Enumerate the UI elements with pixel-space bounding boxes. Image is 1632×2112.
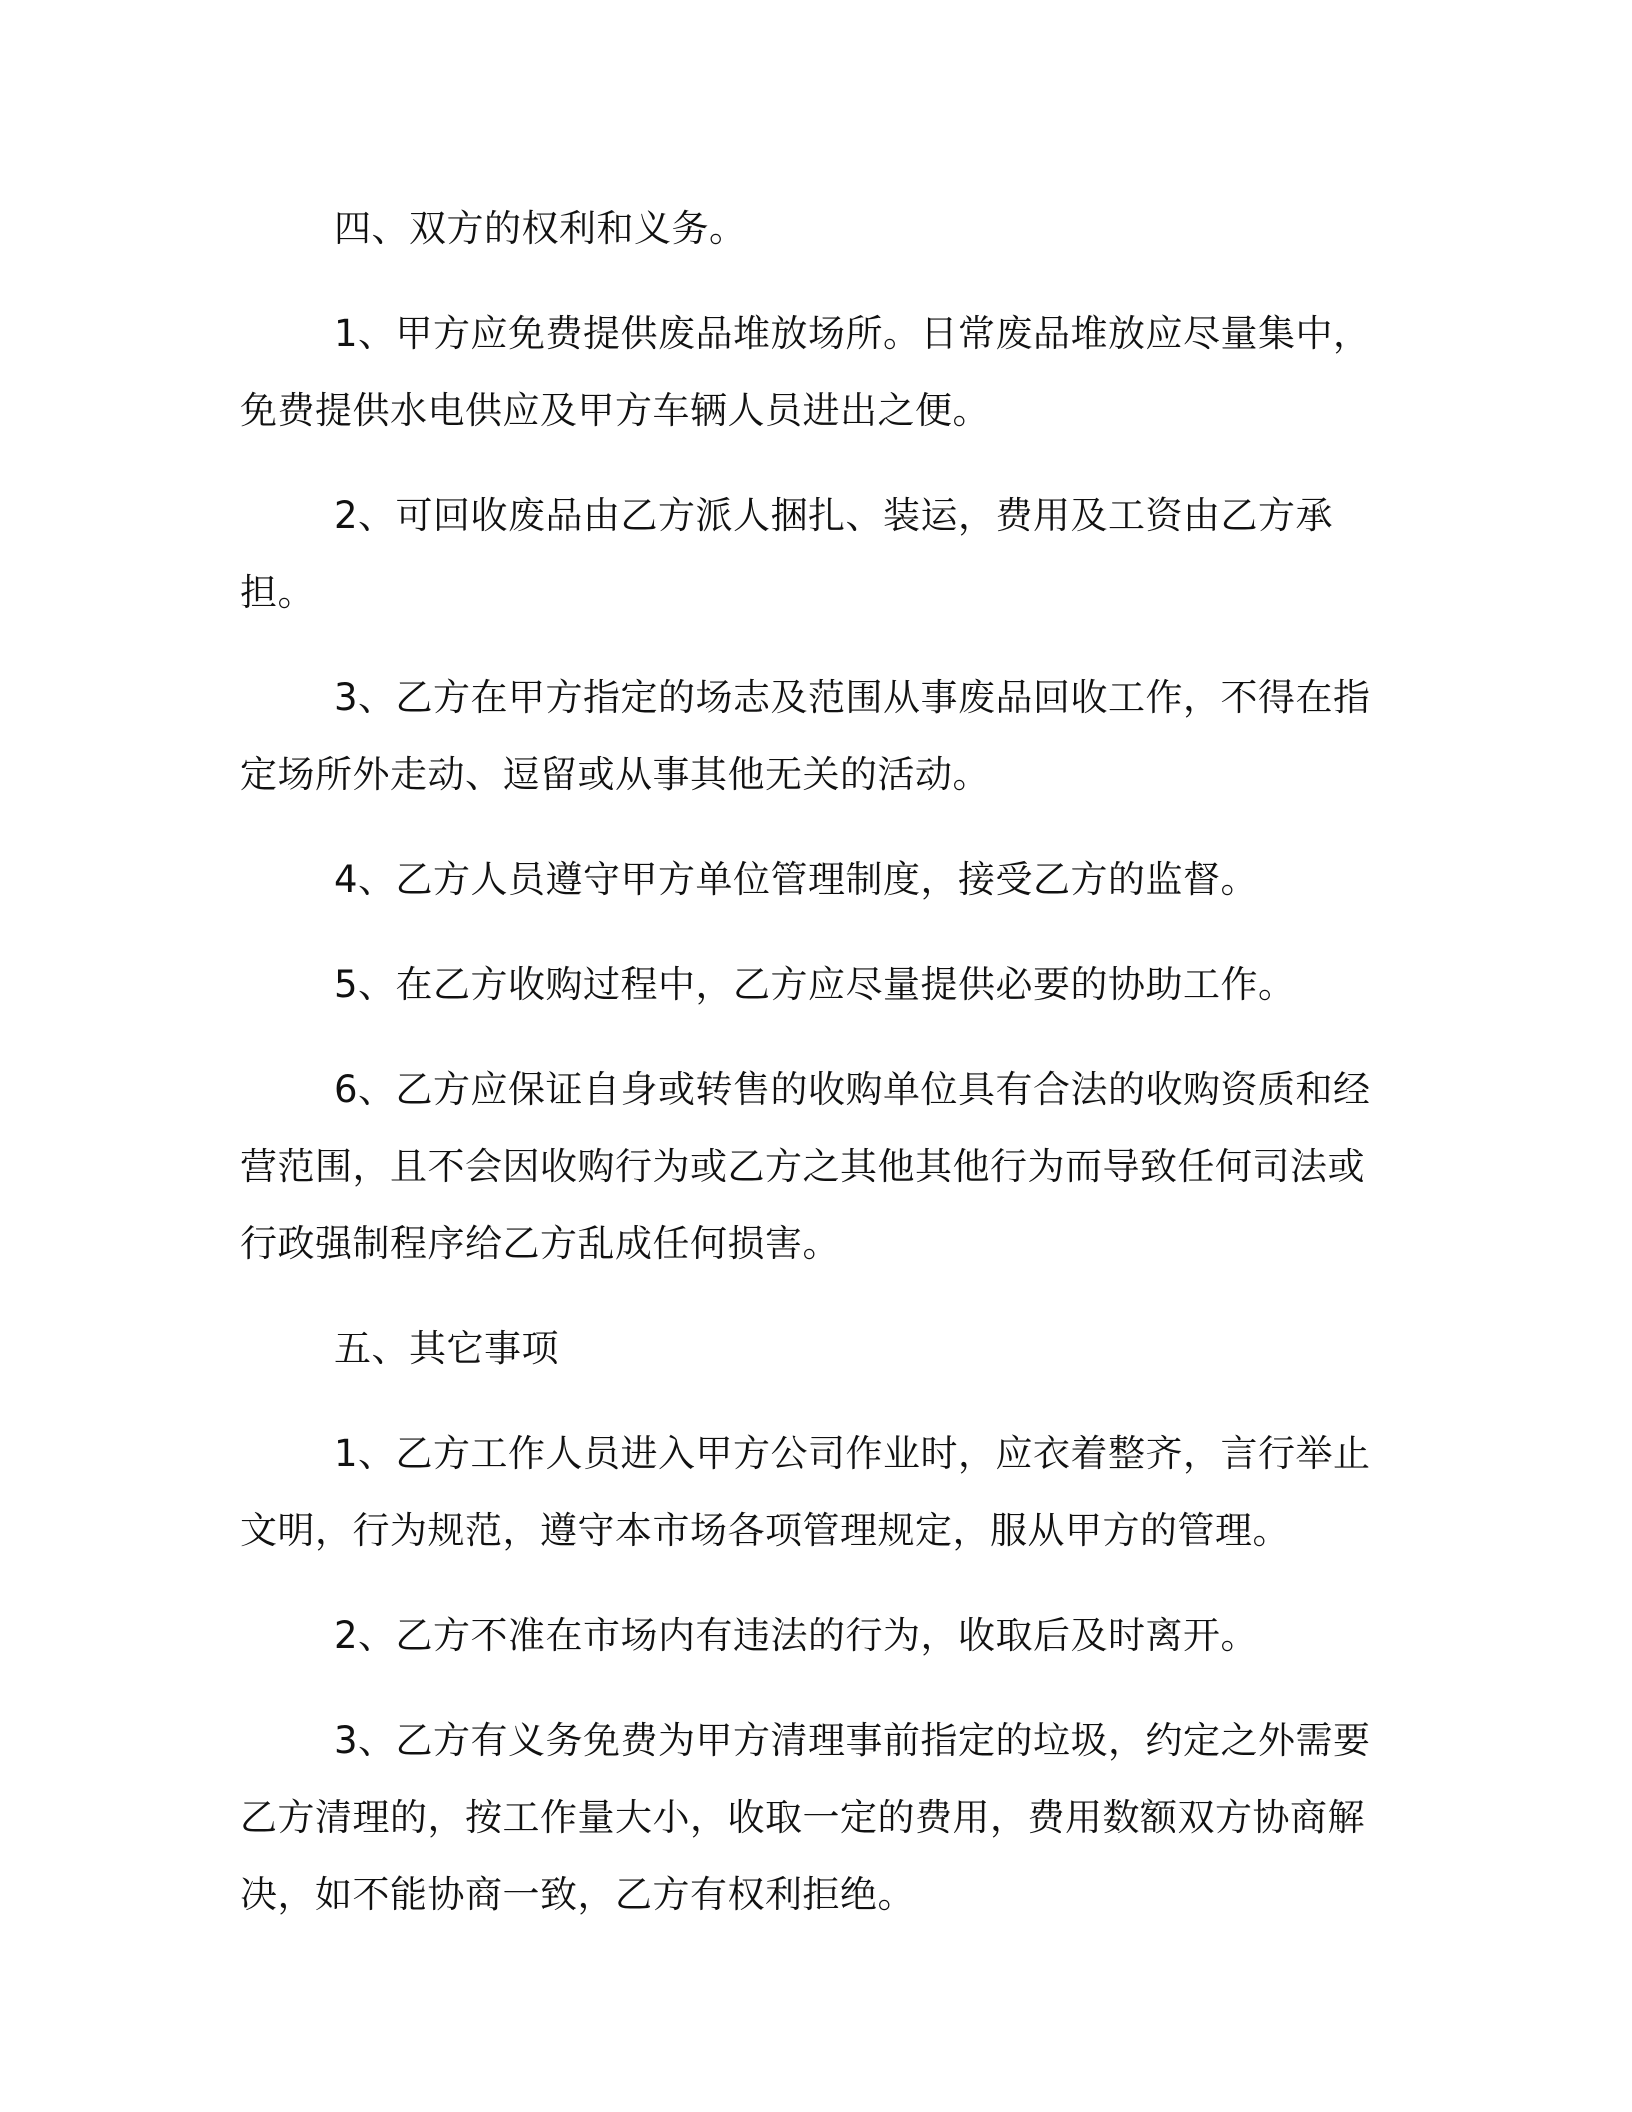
clause-5-2: 2、乙方不准在市场内有违法的行为，收取后及时离开。 <box>334 1614 1259 1657</box>
section-heading-other-matters: 五、其它事项 <box>334 1327 559 1370</box>
paragraph-gap <box>240 1282 1390 1310</box>
clause-5-3: 3、乙方有义务免费为甲方清理事前指定的垃圾，约定之外需要乙方清理的，按工作量大小，收取一定的费用，费用数额双方协商解决，如不能协商一致，乙方有权利拒绝。 <box>240 1719 1371 1916</box>
clause-4-1: 1、甲方应免费提供废品堆放场所。日常废品堆放应尽量集中，免费提供水电供应及甲方车辆人员进出之便。 <box>240 312 1371 432</box>
clause-5-1: 1、乙方工作人员进入甲方公司作业时，应衣着整齐，言行举止文明，行为规范，遵守本市场各项管理规定，服从甲方的管理。 <box>240 1432 1371 1552</box>
paragraph-gap <box>240 449 1390 477</box>
clause-4-2: 2、可回收废品由乙方派人捆扎、装运，费用及工资由乙方承担。 <box>240 494 1334 614</box>
clause-4-6: 6、乙方应保证自身或转售的收购单位具有合法的收购资质和经营范围，且不会因收购行为或乙方之其他其他行为而导致任何司法或行政强制程序给乙方乱成任何损害。 <box>240 1068 1371 1265</box>
paragraph-gap <box>240 1674 1390 1702</box>
section-heading-rights-obligations: 四、双方的权利和义务。 <box>334 207 747 250</box>
paragraph-gap <box>240 1387 1390 1415</box>
paragraph-gap <box>240 1023 1390 1051</box>
paragraph-gap <box>240 631 1390 659</box>
paragraph-gap <box>240 267 1390 295</box>
clause-4-3: 3、乙方在甲方指定的场志及范围从事废品回收工作，不得在指定场所外走动、逗留或从事其他无关的活动。 <box>240 676 1371 796</box>
paragraph-gap <box>240 813 1390 841</box>
paragraph-gap <box>240 1569 1390 1597</box>
paragraph-gap <box>240 918 1390 946</box>
clause-4-4: 4、乙方人员遵守甲方单位管理制度，接受乙方的监督。 <box>334 858 1259 901</box>
document-body <box>240 190 1390 1933</box>
clause-4-5: 5、在乙方收购过程中，乙方应尽量提供必要的协助工作。 <box>334 963 1296 1006</box>
